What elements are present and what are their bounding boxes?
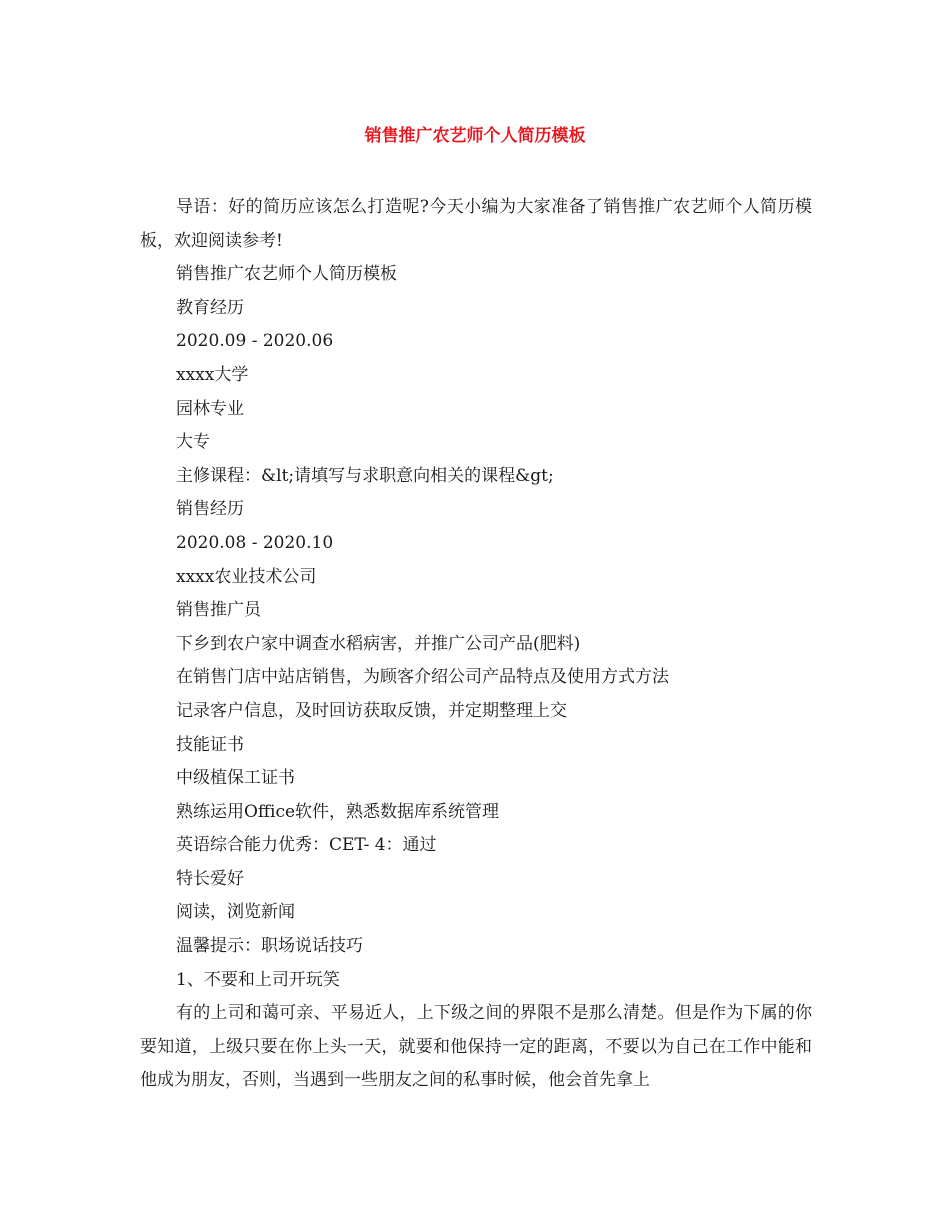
tips-heading: 温馨提示：职场说话技巧 (176, 936, 363, 957)
document-title: 销售推广农艺师个人简历模板 (364, 126, 586, 146)
education-major: 园林专业 (176, 398, 244, 419)
sales-position: 销售推广员 (176, 600, 261, 621)
skills-heading: 技能证书 (176, 734, 244, 755)
sales-duty-1: 下乡到农户家中调查水稻病害，并推广公司产品(肥料) (176, 633, 581, 654)
sales-duty-3: 记录客户信息，及时回访获取反馈，并定期整理上交 (176, 700, 567, 721)
skill-item-2: 熟练运用Office软件，熟悉数据库系统管理 (176, 801, 500, 822)
education-heading: 教育经历 (176, 297, 244, 318)
intro-paragraph: 导语：好的简历应该怎么打造呢?今天小编为大家准备了销售推广农艺师个人简历模板，欢迎阅读参考! (140, 197, 812, 251)
education-courses: 主修课程：&lt;请填写与求职意向相关的课程&gt; (176, 465, 554, 486)
education-degree: 大专 (176, 432, 210, 453)
education-dates: 2020.09 - 2020.06 (176, 331, 334, 352)
sales-duty-2: 在销售门店中站店销售，为顾客介绍公司产品特点及使用方式方法 (176, 667, 669, 688)
resume-title-line: 销售推广农艺师个人简历模板 (176, 264, 397, 285)
tip-1-paragraph: 有的上司和蔼可亲、平易近人，上下级之间的界限不是那么清楚。但是作为下属的你要知道，上级只要在你上头一天，就要和他保持一定的距离，不要以为自己在工作中能和他成为朋友，否则，当遇到一些朋友之间的私事时候，他会首先拿上 (140, 1003, 812, 1091)
document-body (140, 191, 812, 1098)
body-lines (140, 258, 812, 997)
skill-item-3: 英语综合能力优秀：CET- 4：通过 (176, 835, 437, 856)
hobbies-heading: 特长爱好 (176, 868, 244, 889)
education-school: xxxx大学 (176, 364, 249, 385)
sales-company: xxxx农业技术公司 (176, 566, 317, 587)
hobbies-item: 阅读，浏览新闻 (176, 902, 295, 923)
sales-dates: 2020.08 - 2020.10 (176, 532, 334, 553)
skill-item-1: 中级植保工证书 (176, 768, 295, 789)
sales-heading: 销售经历 (176, 499, 244, 520)
tip-1-heading: 1、不要和上司开玩笑 (176, 969, 340, 990)
